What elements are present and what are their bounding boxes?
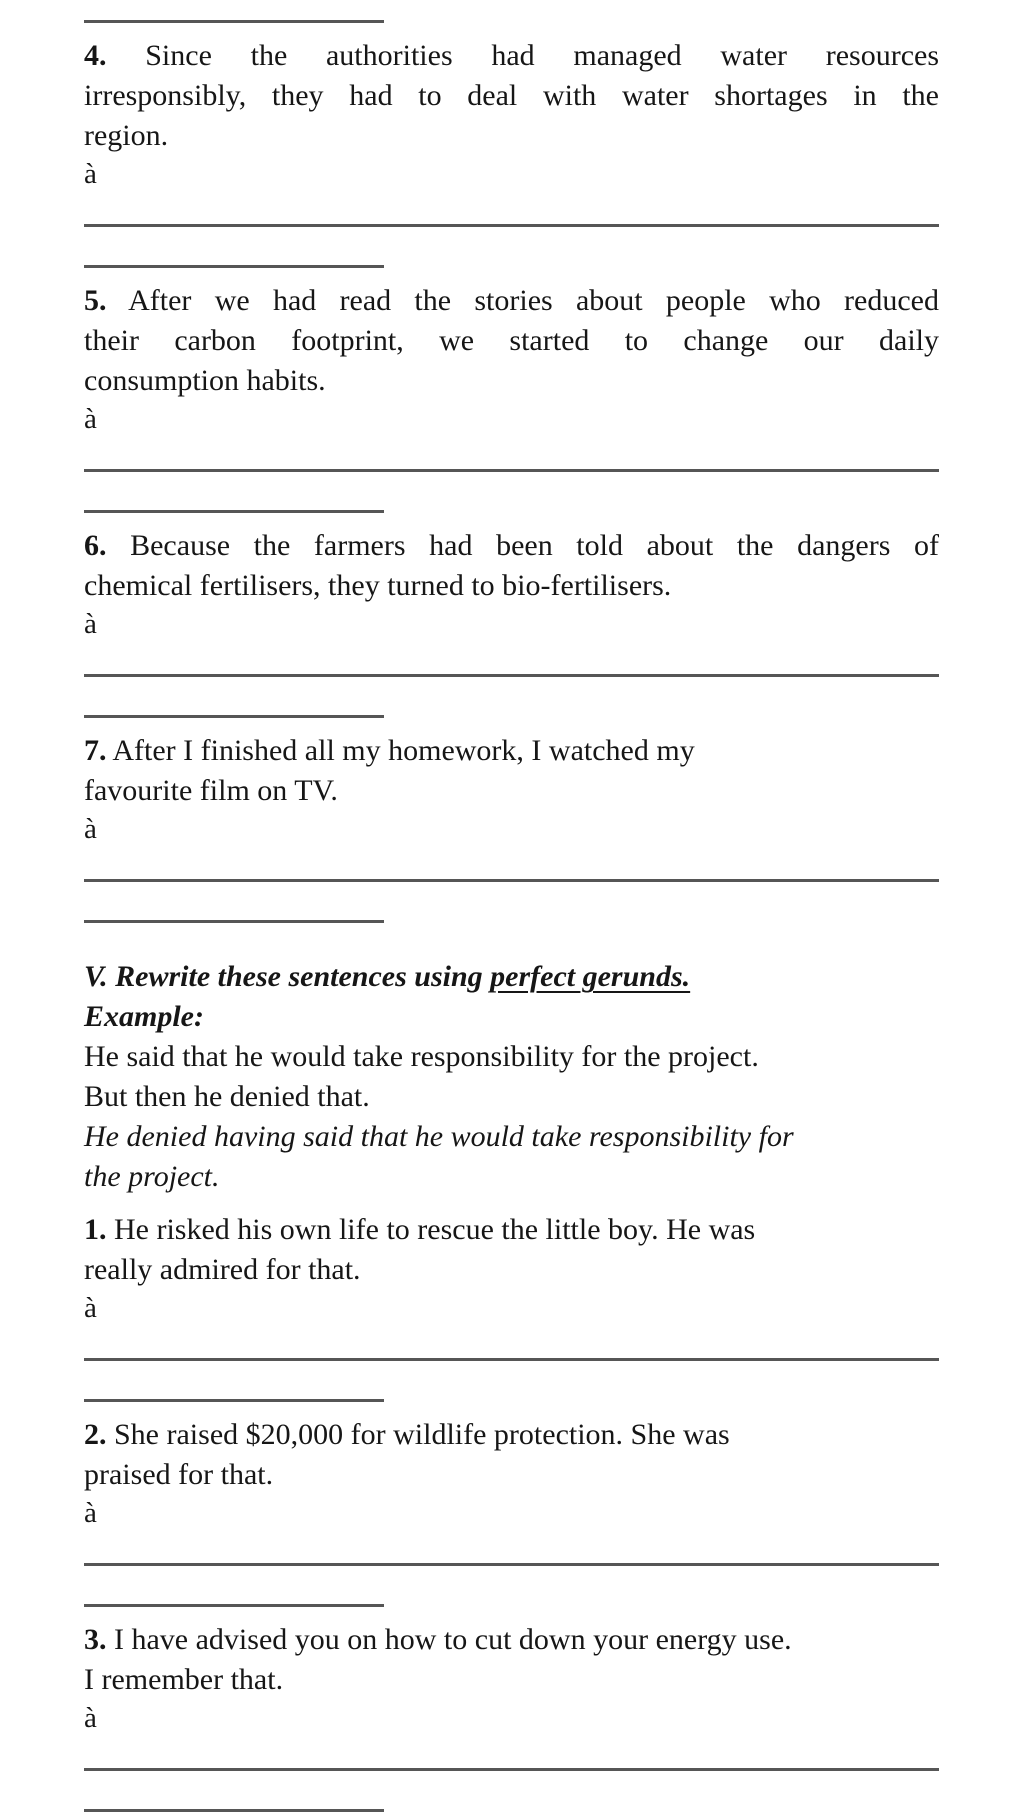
answer-blank [84,469,939,513]
answer-line-short [84,920,384,923]
section-v-heading-text: V. Rewrite these sentences using [84,960,491,993]
answer-line-full [84,469,939,472]
question-3 [84,1620,939,1736]
example-answer-line-1: He denied having said that he would take responsibility for [84,1120,794,1153]
answer-line-short [84,1809,384,1812]
question-7-text: After I finished all my homework, I watched my [112,734,695,767]
example-source-line-1: He said that he would take responsibility for the project. [84,1040,759,1073]
answer-line-full [84,674,939,677]
question-4-line-2: irresponsibly, they had to deal with water shortages in the [84,79,939,112]
answer-blank [84,674,939,718]
answer-line-full [84,224,939,227]
answer-arrow-marker: à [84,1497,97,1529]
question-5-line-2: their carbon footprint, we started to change our daily [84,324,939,357]
question-2-line-2: praised for that. [84,1458,274,1491]
question-7 [84,731,939,847]
question-5-line-1 [84,281,939,321]
question-6-line-1 [84,526,939,566]
question-7-line-2: favourite film on TV. [84,774,338,807]
answer-blank [84,879,939,923]
answer-line-short [84,1399,384,1402]
answer-arrow-marker: à [84,158,97,190]
question-6-line-2: chemical fertilisers, they turned to bio-fertilisers. [84,569,672,602]
question-2-text: She raised $20,000 for wildlife protection. She was [114,1418,730,1451]
question-1-line-2: really admired for that. [84,1253,361,1286]
question-6 [84,526,939,642]
question-4-line-1 [84,36,939,76]
question-4 [84,36,939,192]
example-source-line-2: But then he denied that. [84,1080,370,1113]
answer-line-full [84,1358,939,1361]
question-3-line-2: I remember that. [84,1663,284,1696]
question-6-number: 6. [84,529,107,562]
answer-blank-continuation-rule [84,20,384,23]
answer-blank [84,1358,939,1402]
answer-arrow-marker: à [84,608,97,640]
answer-line-short [84,715,384,718]
answer-arrow-marker: à [84,813,97,845]
question-4-number: 4. [84,39,107,72]
question-2 [84,1415,939,1531]
answer-blank [84,1563,939,1607]
question-1-text: He risked his own life to rescue the little boy. He was [114,1213,756,1246]
question-1-line-1 [84,1210,939,1250]
question-5-line-3: consumption habits. [84,364,326,397]
section-v-heading [84,957,939,997]
question-2-line-1 [84,1415,939,1455]
question-3-text: I have advised you on how to cut down your energy use. [114,1623,792,1656]
question-7-number: 7. [84,734,107,767]
question-5-number: 5. [84,284,107,317]
question-5 [84,281,939,437]
answer-line-short [84,1604,384,1607]
answer-line-full [84,1768,939,1771]
question-3-line-1 [84,1620,939,1660]
question-1-number: 1. [84,1213,107,1246]
question-2-number: 2. [84,1418,107,1451]
example-label: Example: [84,1000,204,1033]
question-1 [84,1210,939,1326]
question-4-text: Since the authorities had managed water resources [145,39,940,72]
answer-line-full [84,879,939,882]
question-3-number: 3. [84,1623,107,1656]
answer-line-short [84,265,384,268]
answer-blank [84,224,939,268]
question-6-text: Because the farmers had been told about the dangers of [130,529,939,562]
example-answer-line-2: the project. [84,1160,220,1193]
answer-line-short [84,510,384,513]
section-v-heading-underlined: perfect gerunds. [490,960,691,993]
answer-arrow-marker: à [84,1702,97,1734]
question-4-line-3: region. [84,119,169,152]
answer-arrow-marker: à [84,403,97,435]
answer-line-full [84,1563,939,1566]
answer-arrow-marker: à [84,1292,97,1324]
answer-blank [84,1768,939,1812]
question-7-line-1 [84,731,939,771]
question-5-text: After we had read the stories about people who reduced [128,284,939,317]
